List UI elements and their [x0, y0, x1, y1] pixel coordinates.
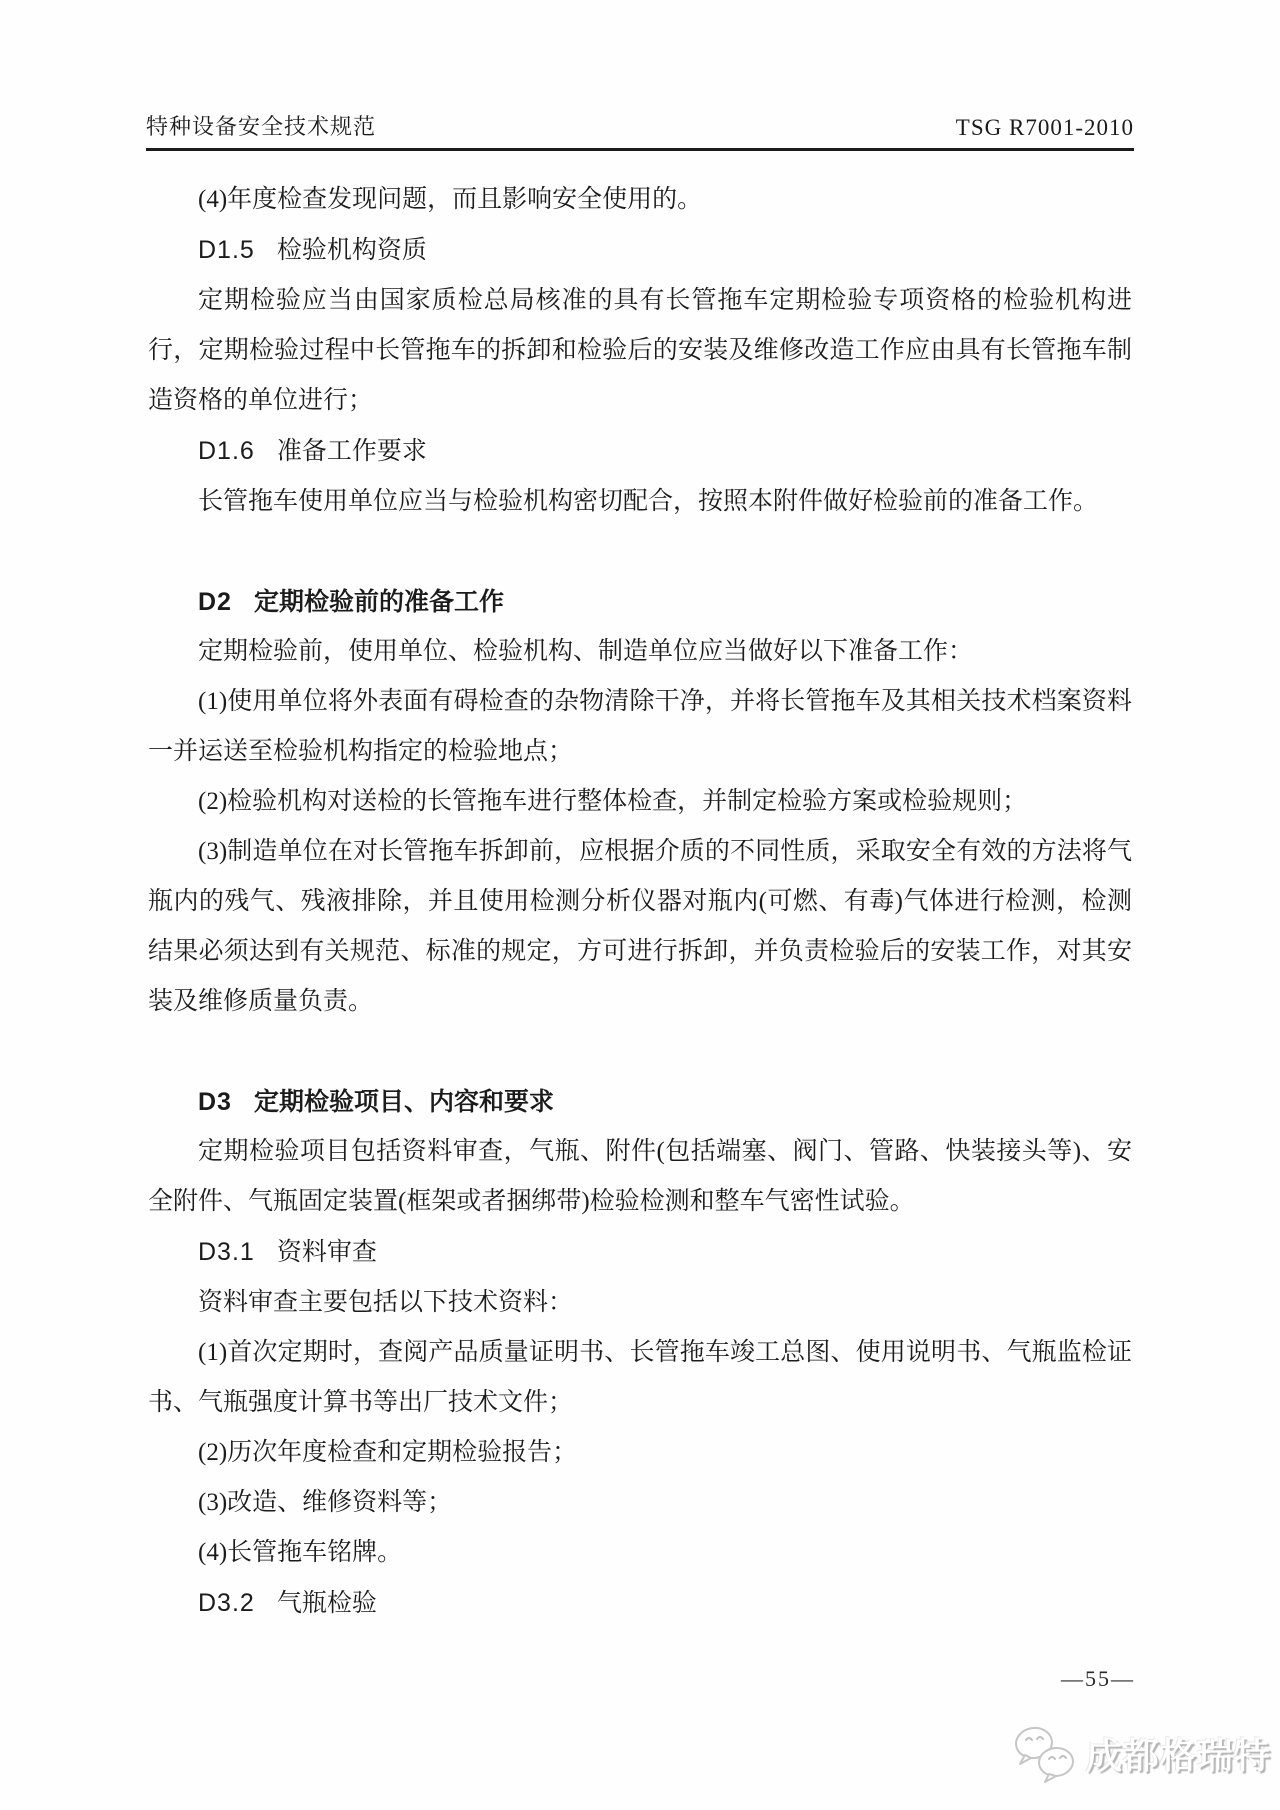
header-title: 特种设备安全技术规范	[146, 114, 377, 139]
section-code: D3.1	[198, 1238, 255, 1266]
paragraph: (4)年度检查发现问题，而且影响安全使用的。	[198, 186, 703, 213]
document-body	[148, 175, 1132, 1629]
paragraph: 资料审查主要包括以下技术资料：	[198, 1289, 574, 1316]
section-heading	[148, 225, 1132, 276]
section-title: 准备工作要求	[276, 438, 427, 465]
section-title: 定期检验前的准备工作	[253, 588, 504, 616]
section-title: 资料审查	[276, 1239, 377, 1266]
paragraph: (2)检验机构对送检的长管拖车进行整体检查，并制定检验方案或检验规则；	[198, 788, 1028, 815]
section-heading	[148, 426, 1132, 477]
section-heading	[148, 577, 1132, 627]
paragraph: (4)长管拖车铭牌。	[198, 1539, 403, 1566]
section-heading	[148, 1578, 1132, 1629]
wechat-icon	[1012, 1722, 1078, 1784]
paragraph: (3)改造、维修资料等；	[198, 1489, 453, 1516]
paragraph: (1)使用单位将外表面有碍检查的杂物清除干净，并将长管拖车及其相关技术档案资料一并运送至检验机构指定的检验地点；	[148, 688, 1132, 765]
section-code: D1.6	[198, 437, 255, 465]
section-code: D3.2	[198, 1589, 255, 1617]
watermark	[1012, 1722, 1271, 1784]
paragraph: 定期检验前，使用单位、检验机构、制造单位应当做好以下准备工作：	[198, 638, 974, 665]
watermark-text: 成都格瑞特	[1086, 1734, 1272, 1776]
section-title: 气瓶检验	[276, 1590, 377, 1617]
paragraph: (1)首次定期时，查阅产品质量证明书、长管拖车竣工总图、使用说明书、气瓶监检证书、气瓶强度计算书等出厂技术文件；	[148, 1339, 1132, 1416]
section-code: D1.5	[198, 236, 255, 264]
section-title: 检验机构资质	[276, 237, 427, 264]
paragraph: 定期检验应当由国家质检总局核准的具有长管拖车定期检验专项资格的检验机构进行，定期检验过程中长管拖车的拆卸和检验后的安装及维修改造工作应由具有长管拖车制造资格的单位进行；	[148, 287, 1132, 414]
section-code: D2	[198, 588, 232, 616]
section-heading	[148, 1227, 1132, 1278]
header-doc-number: TSG R7001-2010	[955, 115, 1134, 140]
paragraph: (2)历次年度检查和定期检验报告；	[198, 1439, 578, 1466]
section-title: 定期检验项目、内容和要求	[253, 1088, 554, 1116]
paragraph: (3)制造单位在对长管拖车拆卸前，应根据介质的不同性质，采取安全有效的方法将气瓶内的残气、残液排除，并且使用检测分析仪器对瓶内(可燃、有毒)气体进行检测，检测结果必须达到有关规范、标准的规定，方可进行拆卸，并负责检验后的安装工作，对其安装及维修质量负责。	[148, 838, 1132, 1015]
page-number: —55—	[1061, 1666, 1135, 1691]
section-code: D3	[198, 1088, 232, 1116]
paragraph: 定期检验项目包括资料审查，气瓶、附件(包括端塞、阀门、管路、快装接头等)、安全附件、气瓶固定装置(框架或者捆绑带)检验检测和整车气密性试验。	[148, 1138, 1132, 1215]
page-header	[146, 110, 1134, 151]
section-heading	[148, 1077, 1132, 1127]
paragraph: 长管拖车使用单位应当与检验机构密切配合，按照本附件做好检验前的准备工作。	[198, 488, 1099, 515]
